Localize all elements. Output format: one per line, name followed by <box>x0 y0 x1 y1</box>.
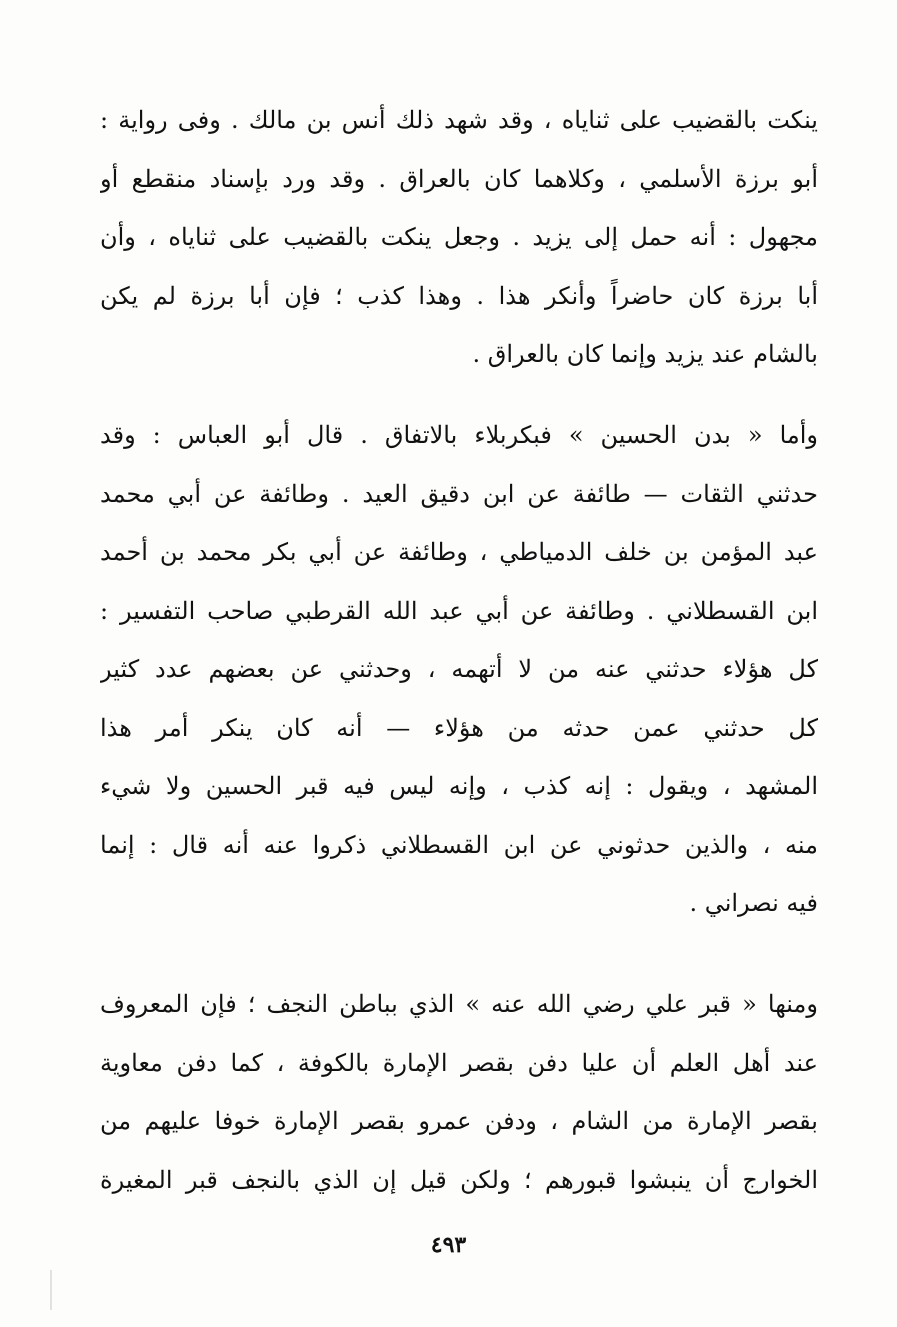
page-number: ٤٩٣ <box>430 1232 467 1258</box>
text-line: عبد المؤمن بن خلف الدمياطي ، وطائفة عن أبي بكر محمد بن أحمد <box>100 538 818 566</box>
text-line: كل هؤلاء حدثني عنه من لا أتهمه ، وحدثني عن بعضهم عدد كثير <box>100 655 818 683</box>
text-line: أبا برزة كان حاضراً وأنكر هذا . وهذا كذب ؛ فإن أبا برزة لم يكن <box>100 281 818 310</box>
text-line: كل حدثني عمن حدثه من هؤلاء — أنه كان ينكر أمر هذا <box>100 713 818 742</box>
text-line: فيه نصراني . <box>689 889 818 917</box>
text-line: ينكت بالقضيب على ثناياه ، وقد شهد ذلك أنس بن مالك . وفى رواية : <box>100 106 818 134</box>
text-line: ابن القسطلاني . وطائفة عن أبي عبد الله القرطبي صاحب التفسير : <box>100 596 818 625</box>
text-line: حدثني الثقات — طائفة عن ابن دقيق العيد . وطائفة عن أبي محمد <box>100 479 818 508</box>
text-line: بالشام عند يزيد وإنما كان بالعراق . <box>472 340 818 368</box>
paragraph-1 <box>100 91 818 384</box>
scan-edge-mark <box>50 1270 52 1310</box>
text-line: ومنها « قبر علي رضي الله عنه » الذي بباطن النجف ؛ فإن المعروف <box>100 990 818 1018</box>
text-line: المشهد ، ويقول : إنه كذب ، وإنه ليس فيه قبر الحسين ولا شيء <box>100 772 818 800</box>
text-line: الخوارج أن ينبشوا قبورهم ؛ ولكن قيل إن الذي بالنجف قبر المغيرة <box>100 1165 818 1194</box>
text-line: بقصر الإمارة من الشام ، ودفن عمرو بقصر الإمارة خوفا عليهم من <box>100 1107 818 1135</box>
text-line: منه ، والذين حدثوني عن ابن القسطلاني ذكروا عنه أنه قال : إنما <box>100 830 818 859</box>
paragraph-2 <box>100 406 818 933</box>
text-line: مجهول : أنه حمل إلى يزيد . وجعل ينكت بالقضيب على ثناياه ، وأن <box>100 223 818 251</box>
text-line: عند أهل العلم أن عليا دفن بقصر الإمارة بالكوفة ، كما دفن معاوية <box>100 1048 818 1077</box>
paragraph-3 <box>100 975 818 1209</box>
text-line: وأما « بدن الحسين » فبكربلاء بالاتفاق . قال أبو العباس : وقد <box>100 421 818 449</box>
text-line: أبو برزة الأسلمي ، وكلاهما كان بالعراق . وقد ورد بإسناد منقطع أو <box>100 164 818 193</box>
